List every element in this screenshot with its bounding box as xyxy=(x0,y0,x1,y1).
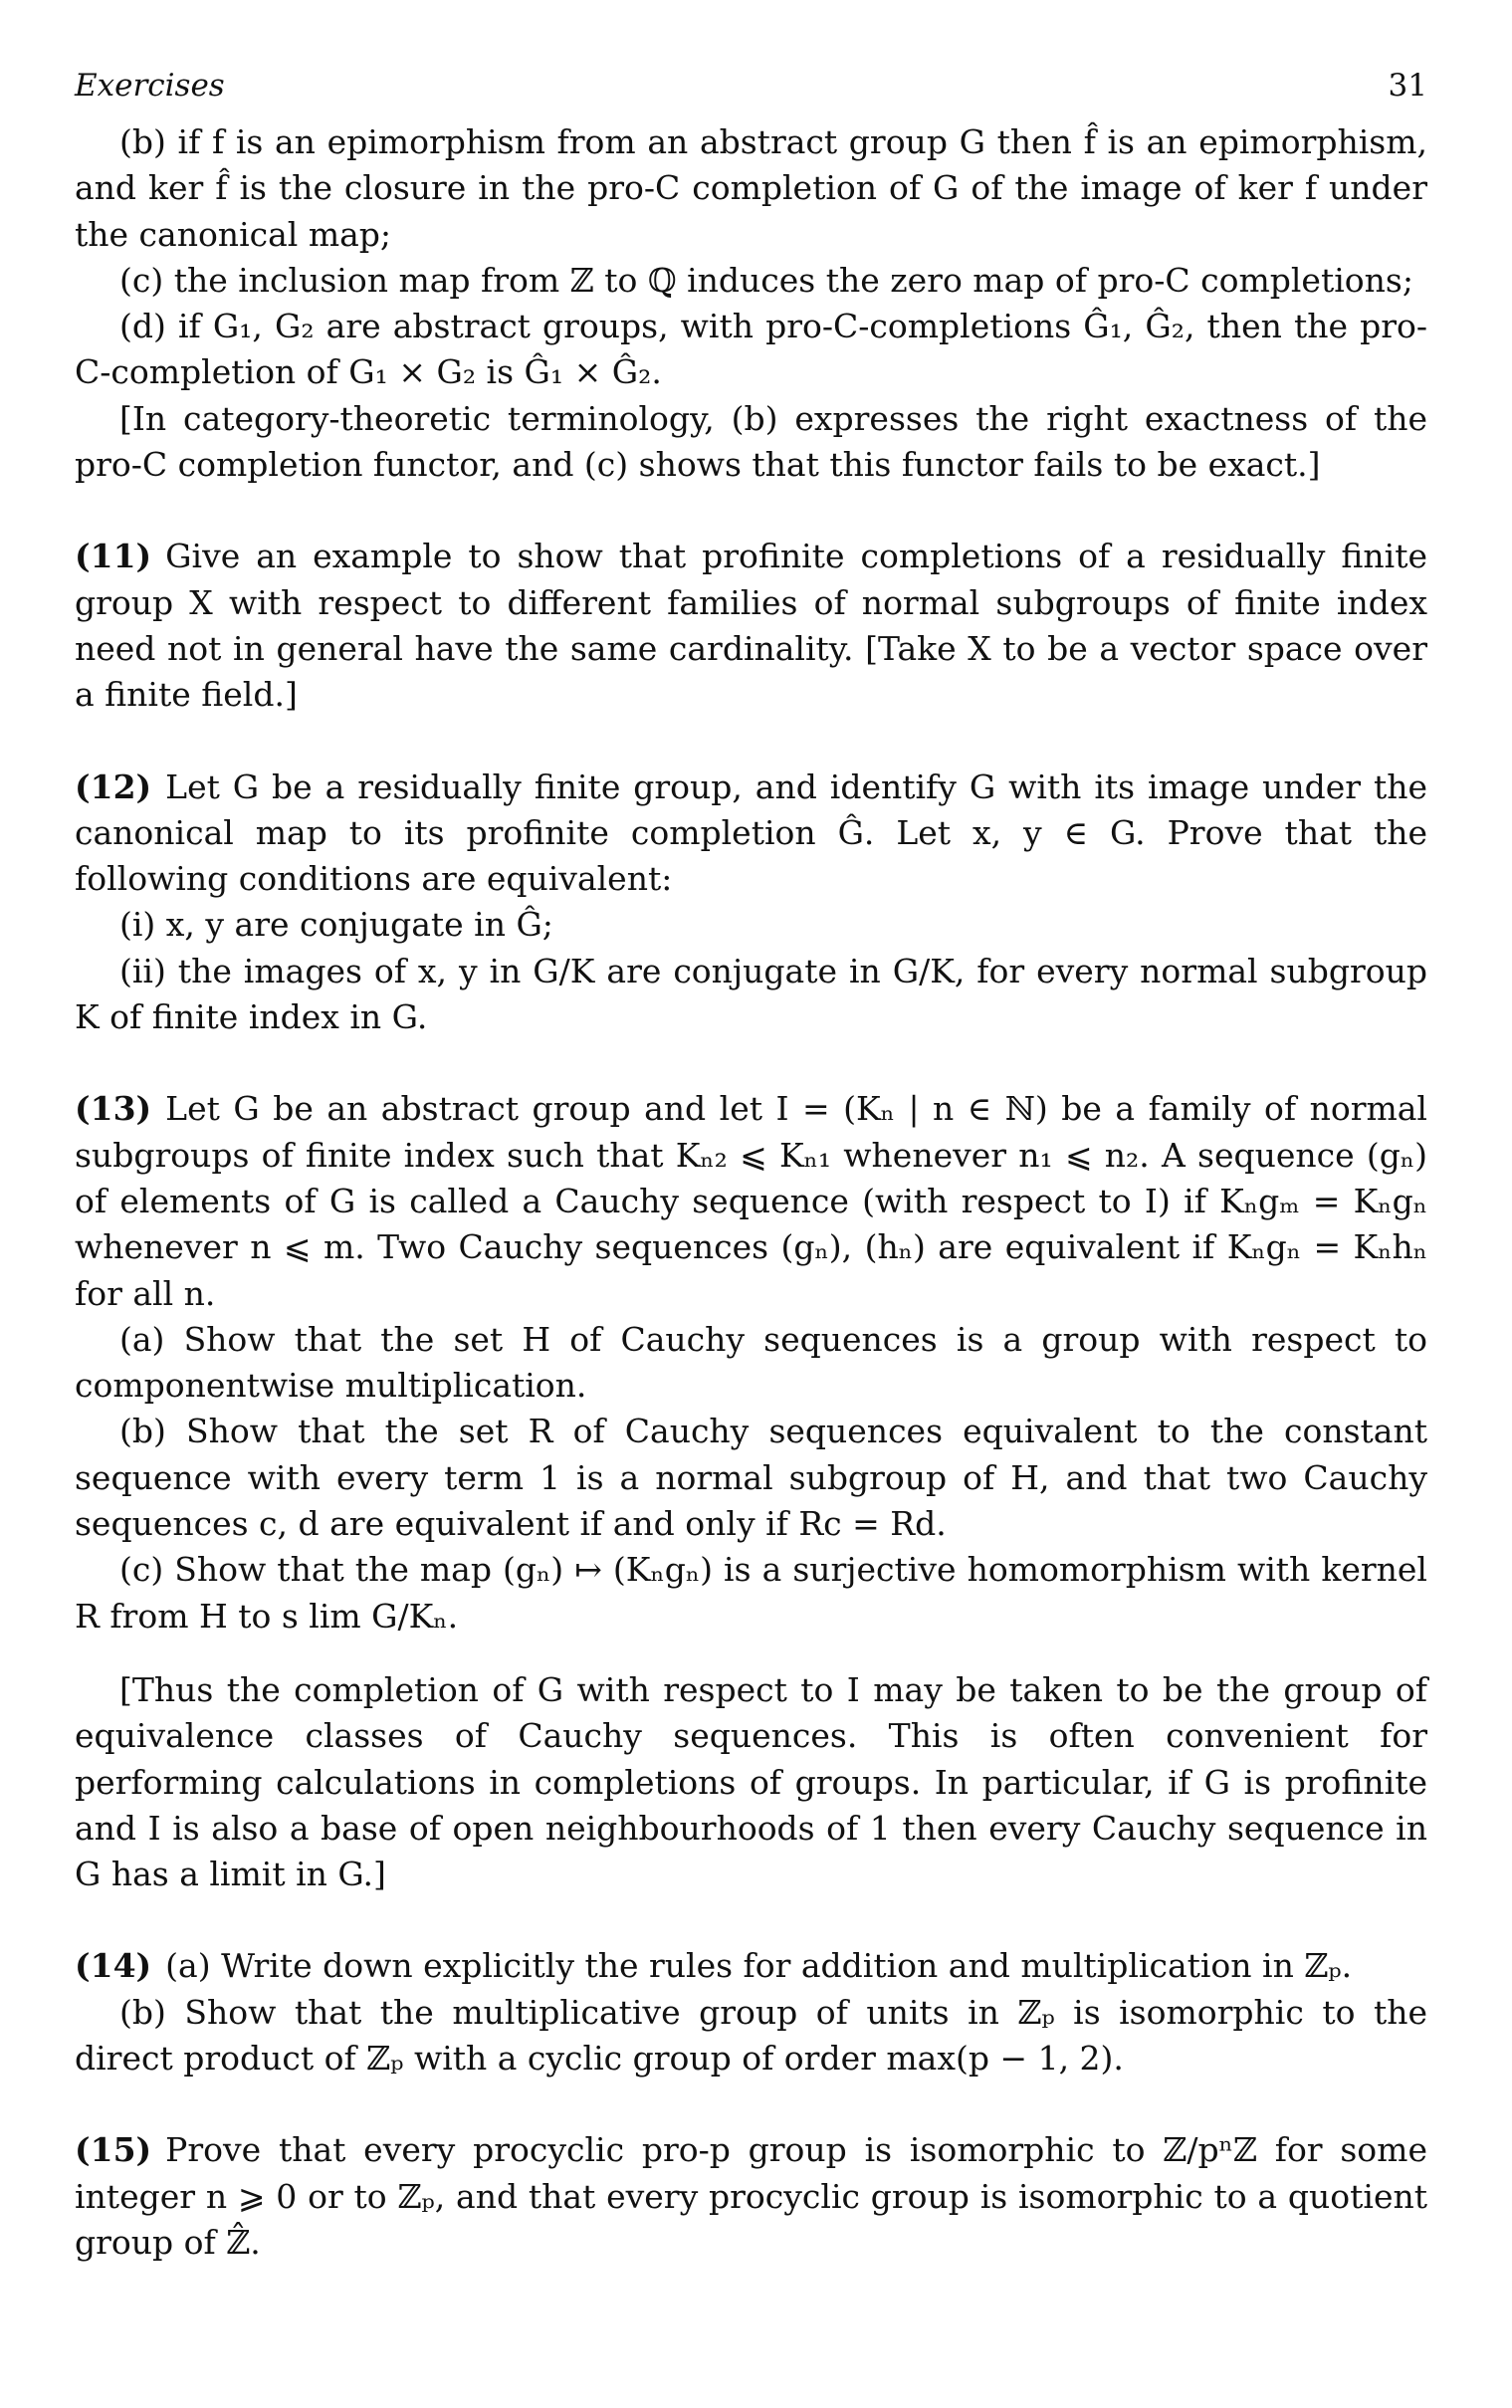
exercise-number: (11) xyxy=(75,537,152,576)
exercise-number: (15) xyxy=(75,2130,152,2170)
exercise-13-part-c: (c) Show that the map (gₙ) ↦ (Kₙgₙ) is a surjective homomorphism with kernel R from H to s lim G/Kₙ. xyxy=(75,1550,1427,1636)
exercise-12 xyxy=(75,765,1427,1041)
page-number: 31 xyxy=(1388,68,1427,104)
exercise-14-part-a: (a) Write down explicitly the rules for addition and multiplication in ℤₚ. xyxy=(165,1946,1353,1986)
exercise-14 xyxy=(75,1943,1427,2081)
exercise-13 xyxy=(75,1086,1427,1897)
exercise-12-item-ii: (ii) the images of x, y in G/K are conjugate in G/K, for every normal subgroup K of finite index in G. xyxy=(75,951,1427,1037)
exercise-13-note: [Thus the completion of G with respect to I may be taken to be the group of equivalence classes of Cauchy sequences. This is often convenient for performing calculations in completions of groups. In particular, if G is profinite and I is also a base of open neighbourhoods of 1 then every Cauchy sequence in G has a limit in G.] xyxy=(75,1669,1427,1894)
exercise-10-part-c: (c) the inclusion map from ℤ to ℚ induces the zero map of pro-C completions; xyxy=(119,260,1413,300)
page-body xyxy=(75,119,1427,2266)
exercise-number: (13) xyxy=(75,1089,152,1129)
page xyxy=(75,58,1427,2266)
exercise-15-text: Prove that every procyclic pro-p group is isomorphic to ℤ/pⁿℤ for some integer n ⩾ 0 or to ℤₚ, and that every procyclic group is isomorphic to a quotient group of ℤ̂. xyxy=(75,2130,1427,2262)
exercise-11-text: Give an example to show that profinite completions of a residually finite group X with respect to different families of normal subgroups of finite index need not in general have the same cardinality. [Take X to be a vector space over a finite field.] xyxy=(75,537,1427,715)
exercise-number: (14) xyxy=(75,1946,152,1986)
exercise-13-part-a: (a) Show that the set H of Cauchy sequences is a group with respect to componentwise multiplication. xyxy=(75,1319,1427,1406)
exercise-11 xyxy=(75,534,1427,718)
exercise-10-note: [In category-theoretic terminology, (b) expresses the right exactness of the pro-C completion functor, and (c) shows that this functor fails to be exact.] xyxy=(75,398,1427,485)
exercise-number: (12) xyxy=(75,766,152,806)
exercise-13-part-b: (b) Show that the set R of Cauchy sequences equivalent to the constant sequence with every term 1 is a normal subgroup of H, and that two Cauchy sequences c, d are equivalent if and only if Rc = Rd. xyxy=(75,1412,1427,1544)
exercise-10-part-d: (d) if G₁, G₂ are abstract groups, with pro-C-completions Ĝ₁, Ĝ₂, then the pro-C-completion of G₁ × G₂ is Ĝ₁ × Ĝ₂. xyxy=(75,307,1427,392)
exercise-13-text: Let G be an abstract group and let I = (Kₙ | n ∈ ℕ) be a family of normal subgroups of finite index such that Kₙ₂ ⩽ Kₙ₁ whenever n₁ ⩽ n₂. A sequence (gₙ) of elements of G is called a Cauchy sequence (with respect to I) if Kₙgₘ = Kₙgₙ whenever n ⩽ m. Two Cauchy sequences (gₙ), (hₙ) are equivalent if Kₙgₙ = Kₙhₙ for all n. xyxy=(75,1089,1427,1313)
page-header xyxy=(75,58,1427,119)
exercise-14-part-b: (b) Show that the multiplicative group of units in ℤₚ is isomorphic to the direct product of ℤₚ with a cyclic group of order max(p − 1, 2). xyxy=(75,1992,1427,2078)
exercise-12-item-i: (i) x, y are conjugate in Ĝ; xyxy=(119,905,553,945)
exercise-15 xyxy=(75,2127,1427,2266)
running-head: Exercises xyxy=(75,68,225,104)
exercise-12-text: Let G be a residually finite group, and identify G with its image under the canonical map to its profinite completion Ĝ. Let x, y ∈ G. Prove that the following conditions are equivalent: xyxy=(75,766,1427,899)
exercise-10-part-b: (b) if f is an epimorphism from an abstract group G then f̂ is an epimorphism, and ker f̂ is the closure in the pro-C completion of G of the image of ker f under the canonical map; xyxy=(75,122,1427,254)
